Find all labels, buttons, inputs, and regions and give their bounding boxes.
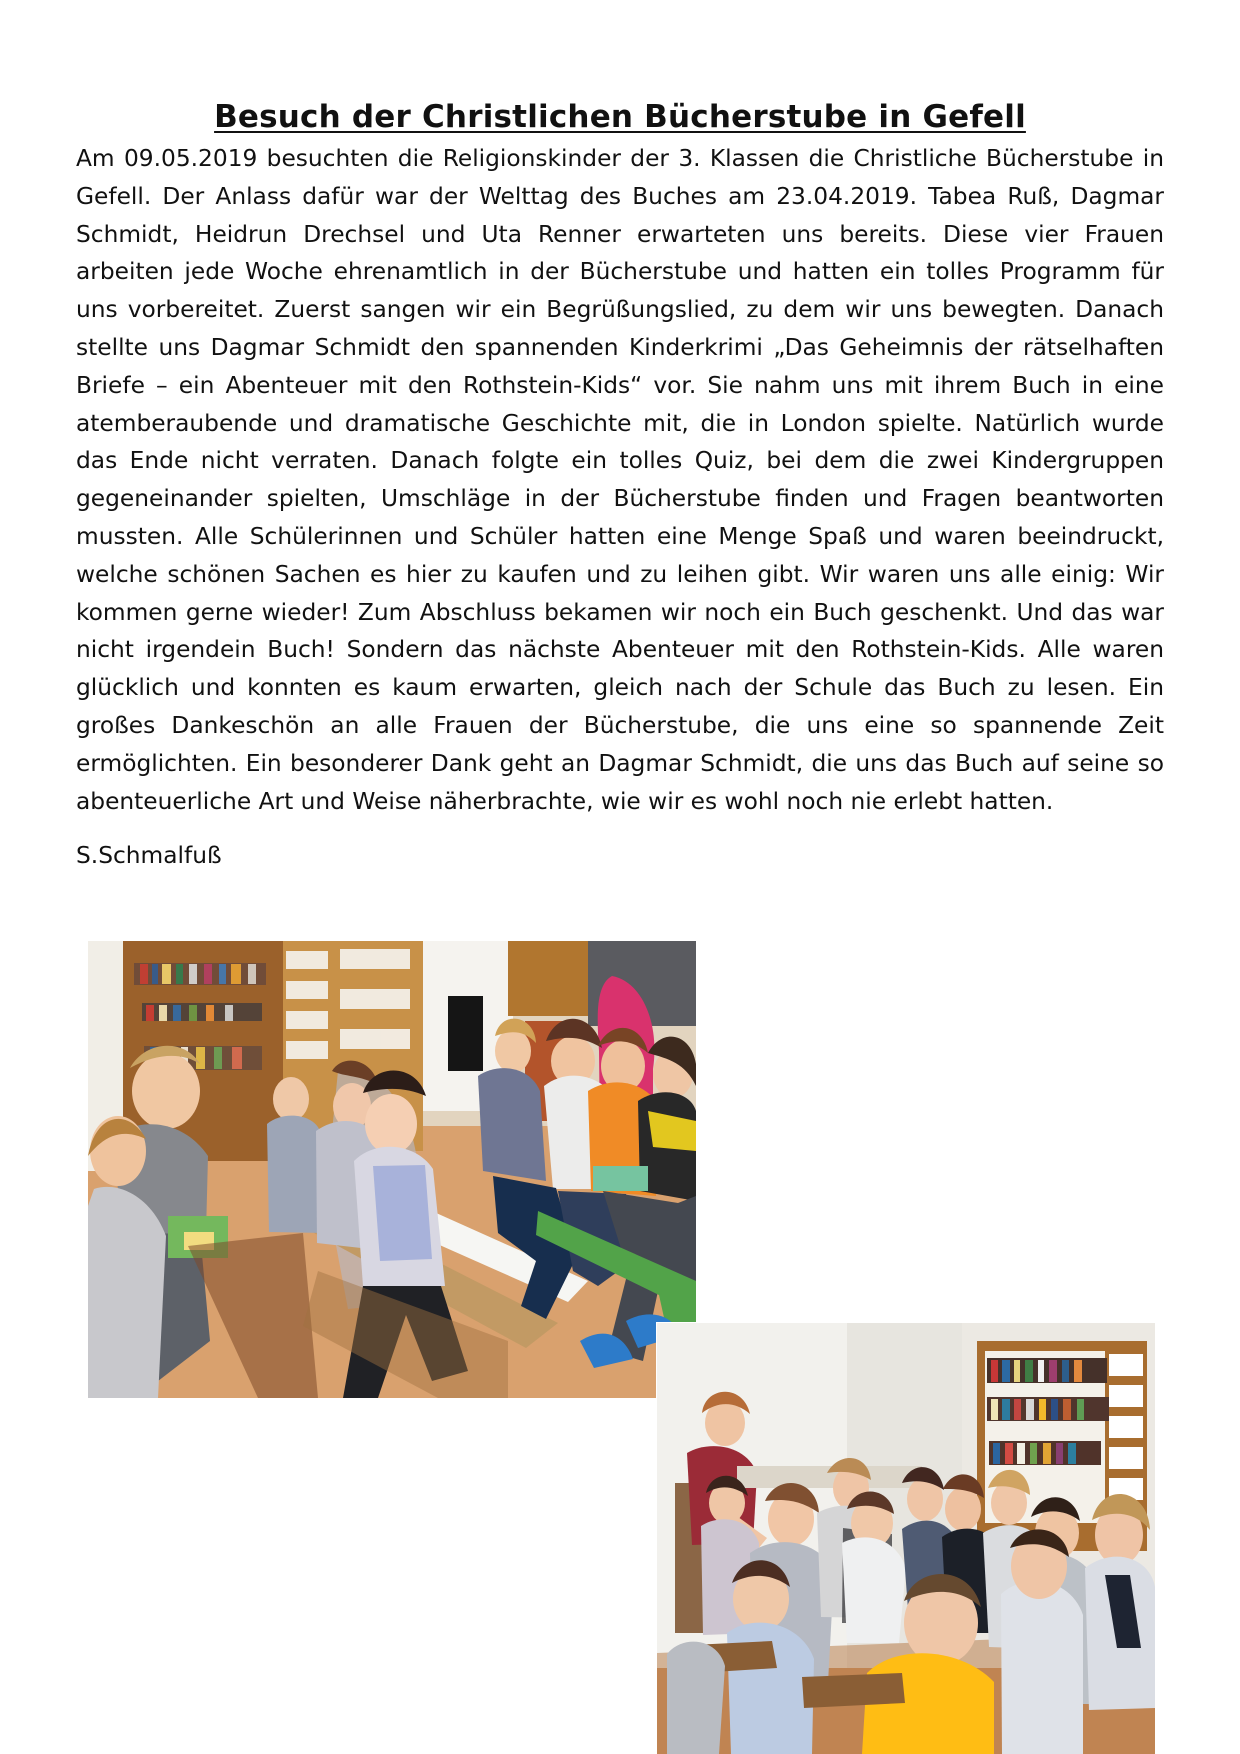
article-body: Am 09.05.2019 besuchten die Religionskinder der 3. Klassen die Christliche Bücherstube in Gefell. Der Anlass dafür war der Welttag des Buches am 23.04.2019. Tabea Ruß, Dagmar Schmidt, Heidrun Drechsel und Uta Renner erwarteten uns bereits. Diese vier Frauen arbeiten jede Woche ehrenamtlich in der Bücherstube und hatten ein tolles Programm für uns vorbereitet. Zuerst sangen wir ein Begrüßungslied, zu dem wir uns bewegten. Danach stellte uns Dagmar Schmidt den spannenden Kinderkrimi „Das Geheimnis der rätselhaften Briefe – ein Abenteuer mit den Rothstein-Kids“ vor. Sie nahm uns mit ihrem Buch in eine atemberaubende und dramatische Geschichte mit, die in London spielte. Natürlich wurde das Ende nicht verraten. Danach folgte ein tolles Quiz, bei dem die zwei Kindergruppen gegeneinander spielten, Umschläge in der Bücherstube finden und Fragen beantworten mussten. Alle Schülerinnen und Schüler hatten eine Menge Spaß und waren beeindruckt, welche schönen Sachen es hier zu kaufen und zu leihen gibt. Wir waren uns alle einig: Wir kommen gerne wieder! Zum Abschluss bekamen wir noch ein Buch geschenkt. Und das war nicht irgendein Buch! Sondern das nächste Abenteuer mit den Rothstein-Kids. Alle waren glücklich und konnten es kaum erwarten, gleich nach der Schule das Buch zu lesen. Ein großes Dankeschön an alle Frauen der Bücherstube, die uns eine so spannende Zeit ermöglichten. Ein besonderer Dank geht an Dagmar Schmidt, die uns das Buch auf seine so abenteuerliche Art und Weise näherbrachte, wie wir es wohl noch nie erlebt hatten.	[76, 145, 1164, 815]
photo-children-with-books-on-benches	[88, 941, 696, 1398]
document-title: Besuch der Christlichen Bücherstube in Gefell	[214, 98, 1026, 135]
author-signature: S.Schmalfuß	[76, 842, 222, 869]
photo-children-listening-to-woman	[656, 1322, 1155, 1754]
